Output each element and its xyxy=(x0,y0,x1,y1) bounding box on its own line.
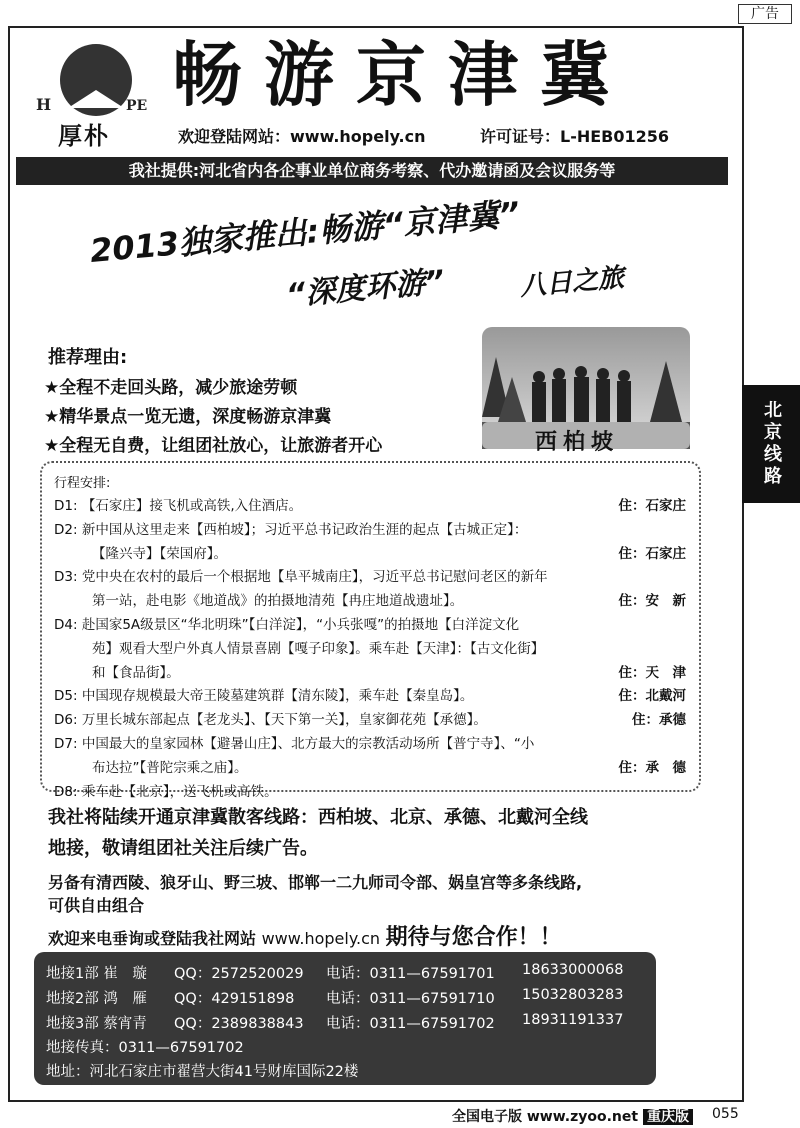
itinerary-heading: 行程安排: xyxy=(54,476,111,491)
itinerary-line xyxy=(54,684,694,704)
side-tab-beijing-route: 北京线路 xyxy=(742,385,800,503)
page-title: 畅游京津冀 xyxy=(172,34,632,116)
contact-tel: 电话：0311—67591710 xyxy=(326,991,495,1007)
license-number: 许可证号：L-HEB01256 xyxy=(480,127,670,146)
itinerary-stay: 住：安 新 xyxy=(618,593,686,610)
contact-box xyxy=(34,952,656,1085)
itinerary-stay: 住：北戴河 xyxy=(618,688,686,705)
footer-edition: 重庆版 xyxy=(643,1109,693,1125)
contact-mobile: 18931191337 xyxy=(522,1012,624,1028)
contact-mobile: 15032803283 xyxy=(522,987,624,1003)
itinerary-text: D5: 中国现存规模最大帝王陵墓建筑群【清东陵】，乘车赴【秦皇岛】。 xyxy=(54,688,474,705)
itinerary-text: D6: 万里长城东部起点【老龙头】、【天下第一关】，皇家御花苑【承德】。 xyxy=(54,712,487,729)
reasons-title: 推荐理由: xyxy=(48,347,128,368)
notice-line2: 地接，敬请组团社关注后续广告。 xyxy=(48,838,318,859)
photo-label: 西柏坡 xyxy=(535,430,620,455)
footer-text: 全国电子版 www.zyoo.net xyxy=(452,1109,639,1125)
itinerary-text: D1: 【石家庄】接飞机或高铁,入住酒店。 xyxy=(54,498,303,514)
logo-letters-pe: PE xyxy=(126,98,148,114)
welcome-url[interactable]: www.hopely.cn xyxy=(261,929,381,948)
itinerary-line xyxy=(54,708,694,728)
footer xyxy=(452,1106,693,1126)
contact-tel: 电话：0311—67591702 xyxy=(326,1016,495,1032)
reason-item: ★精华景点一览无遗，深度畅游京津冀 xyxy=(44,407,332,427)
itinerary-text: D7: 中国最大的皇家园林【避暑山庄】、北方最大的宗教活动场所【普宁寺】、“小 xyxy=(54,736,535,752)
page-number: 055 xyxy=(712,1106,739,1122)
welcome-suffix: 期待与您合作！！ xyxy=(385,925,562,950)
itinerary-stay: 住：天 津 xyxy=(618,664,686,681)
itinerary-text: 【隆兴寺】【荣国府】。 xyxy=(92,545,227,562)
contact-tel: 电话：0311—67591701 xyxy=(326,966,495,982)
website-line: 欢迎登陆网站：www.hopely.cn xyxy=(178,127,426,146)
itinerary-line xyxy=(54,780,694,800)
itinerary-line xyxy=(92,661,694,681)
itinerary-text: D2: 新中国从这里走来【西柏坡】；习近平总书记政治生涯的起点【古城正定】： xyxy=(54,521,528,538)
itinerary-stay: 住：石家庄 xyxy=(618,498,686,514)
itinerary-text: 第一站，赴电影《地道战》的拍摄地清苑【冉庄地道战遗址】。 xyxy=(92,593,464,610)
itinerary-line xyxy=(92,542,694,562)
itinerary-stay: 住：石家庄 xyxy=(618,545,686,562)
contact-dept: 地接1部 崔 璇 xyxy=(46,966,147,982)
itinerary-line xyxy=(54,518,694,538)
itinerary-stay: 住：承 德 xyxy=(618,759,686,776)
banner-line1: 2013独家推出:畅游“京津冀” xyxy=(88,194,522,270)
itinerary-text: 苑】观看大型户外真人情景喜剧【嘎子印象】。乘车赴【天津】：【古文化街】 xyxy=(92,640,545,657)
itinerary-line xyxy=(54,494,694,514)
contact-qq: QQ：2389838843 xyxy=(174,1016,304,1032)
more-routes-line1: 另备有清西陵、狼牙山、野三坡、邯郸一二九师司令部、娲皇宫等多条线路, xyxy=(48,873,583,892)
itinerary-line xyxy=(92,637,694,657)
banner-suffix: 八日之旅 xyxy=(518,262,626,302)
itinerary-stay: 住：承德 xyxy=(632,712,686,729)
logo-letter-h: H xyxy=(36,95,52,114)
itinerary-text: D3: 党中央在农村的最后一个根据地【阜平城南庄】，习近平总书记慰问老区的新年 xyxy=(54,569,548,586)
itinerary-line xyxy=(92,756,694,776)
itinerary-text: D4: 赴国家5A级景区“华北明珠”【白洋淀】，“小兵张嘎”的拍摄地【白洋淀文化 xyxy=(54,617,520,633)
service-bar: 我社提供:河北省内各企事业单位商务考察、代办邀请函及会议服务等 xyxy=(16,157,728,185)
contact-mobile: 18633000068 xyxy=(522,962,624,978)
notice-line1: 我社将陆续开通京津冀散客线路：西柏坡、北京、承德、北戴河全线 xyxy=(48,807,588,828)
reason-item: ★全程不走回头路，减少旅途劳顿 xyxy=(44,378,298,398)
more-routes-line2: 可供自由组合 xyxy=(48,896,145,915)
contact-fax: 地接传真：0311—67591702 xyxy=(46,1040,244,1056)
itinerary-line xyxy=(92,589,694,609)
contact-qq: QQ：2572520029 xyxy=(174,966,304,982)
ad-tag: 广告 xyxy=(738,4,792,24)
itinerary-line xyxy=(54,565,694,585)
itinerary-text: 布达拉”【普陀宗乘之庙】。 xyxy=(92,759,248,776)
logo-chinese: 厚朴 xyxy=(58,122,110,150)
contact-dept: 地接3部 蔡宵青 xyxy=(46,1016,147,1032)
itinerary-text: D8: 乘车赴【北京】，送飞机或高铁。 xyxy=(54,783,278,800)
itinerary-line xyxy=(54,732,694,752)
contact-dept: 地接2部 鸿 雁 xyxy=(46,991,147,1007)
banner-line2: “深度环游” xyxy=(284,264,446,313)
itinerary-line xyxy=(54,613,694,633)
contact-qq: QQ：429151898 xyxy=(174,991,295,1007)
itinerary-text: 和【食品街】。 xyxy=(92,664,180,681)
welcome-line xyxy=(48,920,562,951)
contact-address: 地址：河北石家庄市翟营大街41号财库国际22楼 xyxy=(46,1064,359,1080)
reason-item: ★全程无自费，让组团社放心，让旅游者开心 xyxy=(44,436,383,456)
welcome-prefix: 欢迎来电垂询或登陆我社网站 xyxy=(48,929,257,948)
